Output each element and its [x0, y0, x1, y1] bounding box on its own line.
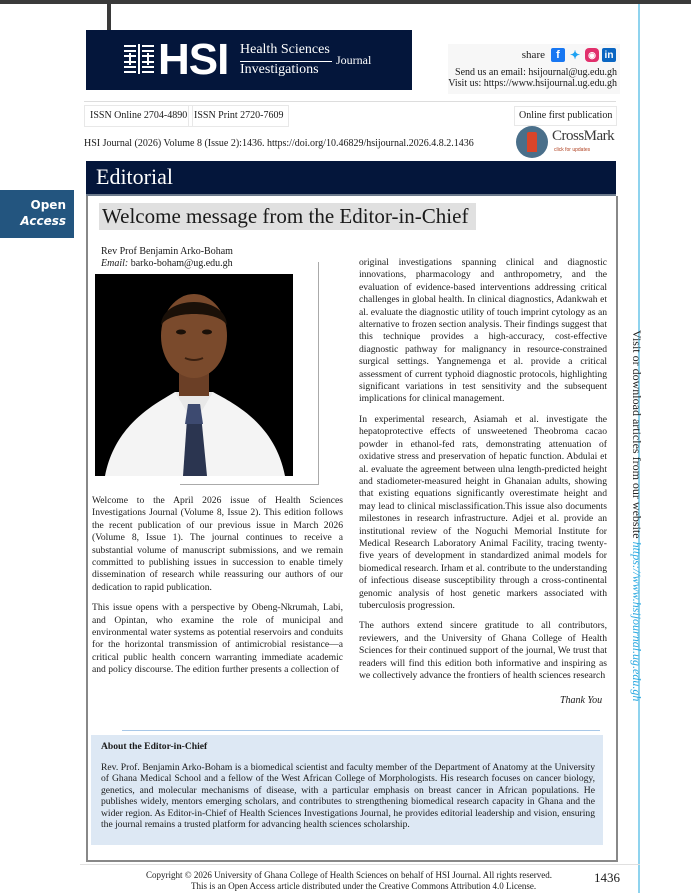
header-divider	[84, 101, 616, 102]
author-email-line	[101, 258, 233, 269]
paragraph: In experimental research, Asiamah et al. investigate the hepatoprotective effects of unsweetened Theobroma cacao powder in ethanol-fed rats, demonstrating attenuation of oxidative stress and preservation of hepatic function. Abdulai et al. evaluate the agreement between ulna length-predicted height and stadiometer-measured height in Ghanaian adults, showing that existing equations significantly overestimate height and may lead to clinical misclassification.This issue also documents milestones in research infrastructure. Adjei et al. provide an institutional review of the Noguchi Memorial Institute for Medical Research Laboratory Animal Facility, tracing twenty-five years of development in standardized animal models for biomedical research. Irham et al. contribute to the understanding of infectious disease susceptibility through a cross-continental genomic analysis of host genetic markers associated with tuberculosis progression.	[359, 413, 607, 611]
section-label: Editorial	[96, 164, 173, 189]
crossmark-button[interactable]	[514, 124, 614, 160]
issn-print: ISSN Print 2720-7609	[188, 105, 289, 127]
share-contact-box	[448, 44, 620, 94]
paragraph: The authors extend sincere gratitude to all contributors, reviewers, and the University of Ghana College of Health Sciences for their continued support of the journal, We trust that readers will find this edition both informative and inspiring as we collectively advance the frontiers of health sciences research	[359, 620, 607, 681]
logo-abbrev: HSI	[158, 35, 229, 84]
article-title: Welcome message from the Editor-in-Chief	[99, 203, 476, 230]
crossmark-sub: click for updates	[554, 147, 591, 153]
share-row	[522, 48, 616, 62]
online-first-badge: Online first publication	[514, 106, 617, 126]
author-name: Rev Prof Benjamin Arko-Boham	[101, 246, 233, 257]
open-access-badge	[0, 190, 74, 238]
citation-doi[interactable]: HSI Journal (2026) Volume 8 (Issue 2):1436. https://doi.org/10.46829/hsijournal.2026.4.8.2.1436	[84, 138, 474, 149]
twitter-icon[interactable]: ✦	[569, 48, 581, 62]
about-text: Rev. Prof. Benjamin Arko-Boham is a biomedical scientist and faculty member of the Department of Anatomy at the University of Ghana Medical School and a fellow of the West African College of Morphologists. His research focuses on cancer biology, genetics, and molecular mechanisms of disease, with a particular emphasis on breast cancer in African populations. He publishes widely, mentors emerging scholars, and contributes to strengthening biomedical research capacity in Ghana and the wider region. As Editor-in-Chief of Health Sciences Investigations Journal, he provides editorial leadership and vision, ensuring the journal remains a trusted platform for advancing health sciences scholarship.	[101, 762, 595, 831]
paragraph: This issue opens with a perspective by Obeng-Nkrumah, Labi, and Opintan, who examine the role of municipal and environmental water systems as potential reservoirs and conduits for the horizontal transmission of antimicrobial resistance—a critical public health concern warranting immediate academic and policy discourse. The edition further presents a collection of	[92, 602, 343, 676]
instagram-icon[interactable]: ◉	[585, 48, 599, 62]
website-promo-text: Visit or download articles from our website	[630, 330, 644, 542]
signoff: Thank You	[560, 695, 603, 706]
crossmark-bookmark-icon	[527, 132, 537, 152]
linkedin-icon[interactable]: in	[602, 48, 616, 62]
journal-emblem-icon	[122, 42, 156, 76]
author-portrait-illustration	[95, 274, 293, 476]
article-body-right	[359, 257, 607, 690]
logo-line-2: Investigations	[240, 62, 319, 77]
journal-logo-banner[interactable]	[86, 30, 412, 90]
article-body-left	[92, 495, 343, 685]
share-label: share	[521, 49, 545, 61]
email-label: Email:	[101, 258, 129, 269]
copyright-line: Copyright © 2026 University of Ghana College of Health Sciences on behalf of HSI Journal. All rights reserved.	[146, 870, 553, 880]
photo-frame-right	[318, 262, 319, 484]
website-contact[interactable]: Visit us: https://www.hsijournal.ug.edu.gh	[448, 78, 617, 89]
website-promo-vertical	[629, 330, 644, 701]
crossmark-label: CrossMark	[552, 128, 615, 144]
open-access-line-1: Open	[30, 198, 66, 212]
logo-suffix: Journal	[336, 53, 372, 67]
about-divider	[122, 730, 600, 731]
section-header	[86, 161, 616, 194]
about-editor-box	[91, 735, 603, 845]
license-line: This is an Open Access article distributed under the Creative Commons Attribution 4.0 License.	[191, 881, 537, 891]
open-access-line-2: Access	[20, 214, 66, 228]
logo-line-1: Health Sciences	[240, 42, 330, 57]
paragraph: Welcome to the April 2026 issue of Health Sciences Investigations Journal (Volume 8, Issue 2). This edition follows the recent publication of our previous issue in March 2026 (Volume 8, Issue 1). The journal continues to receive a substantial volume of manuscript submissions, and we remain committed to publishing issues in succession to enable timely dissemination of research while reassuring our authors of our dedication to rapid publication.	[92, 495, 343, 593]
website-promo-link[interactable]: https://www.hsijournal.ug.edu.gh	[630, 541, 644, 702]
facebook-icon[interactable]: f	[551, 48, 565, 62]
page-number: 1436	[594, 870, 620, 885]
issn-online: ISSN Online 2704-4890	[84, 105, 193, 127]
photo-frame-bottom	[180, 484, 319, 485]
email-contact[interactable]: Send us an email: hsijournal@ug.edu.gh	[455, 67, 617, 78]
about-title: About the Editor-in-Chief	[101, 741, 208, 752]
top-bar-stub	[107, 4, 111, 30]
footer-divider	[80, 864, 640, 865]
paragraph: original investigations spanning clinical and diagnostic innovations, pharmacology and anthropometry, and the evaluation of evidence-based interventions addressing critical challenges in global health. In clinical diagnostics, Adankwah et al. evaluate the diagnostic utility of touch imprint cytology as an alternative to frozen section analysis. Their findings suggest that this technique provides a high-accuracy, cost-effective diagnostic pathway for malignancy in resource-constrained surgical settings. Yangnemenga et al. provide a critical assessment of current typhoid diagnostic protocols, highlighting significant variations in test sensitivity and the subsequent implications for clinical management.	[359, 257, 607, 405]
author-email[interactable]: barko-boham@ug.edu.gh	[130, 258, 233, 269]
author-photo	[95, 274, 293, 476]
top-dark-bar	[0, 0, 691, 4]
